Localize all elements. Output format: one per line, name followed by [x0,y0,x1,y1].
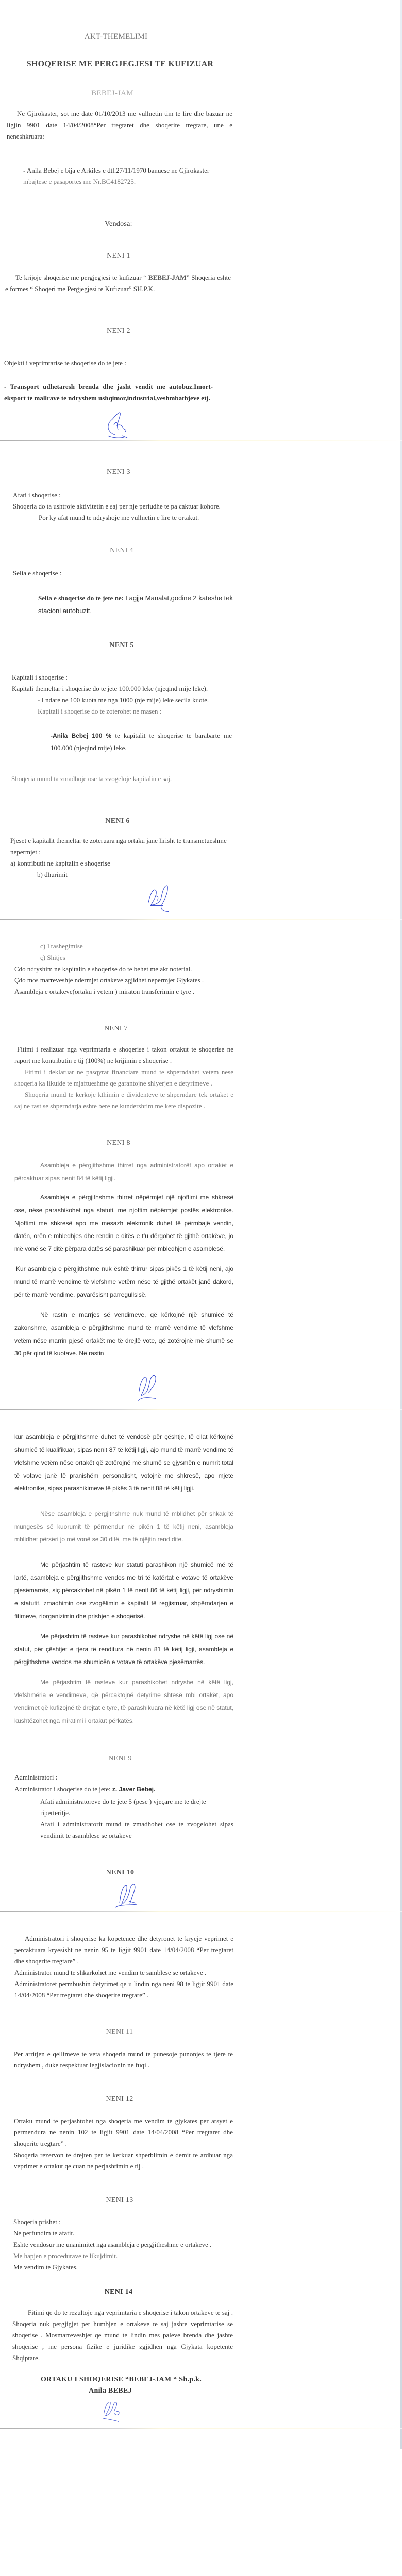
page-divider [0,2428,402,2429]
article-8-paragraph: Asambleja e përgjithshme thirret nga administratorët apo ortakët e përcaktuar sipas nenit 84 të këtij ligji. [14,1162,233,1182]
signature-icon [100,2398,121,2422]
article-2-label: Objekti i veprimtarise te shoqerise do te jete : [4,359,126,367]
page-divider [0,440,402,441]
founder-line: mbajtese e pasaportes me Nr.BC4182725. [23,178,136,185]
article-9-line: Afati i administratorit mund te zmadhohet ose te zvogelohet sipas vendimit te asamblese se ortakeve [40,1820,233,1839]
article-8-paragraph: Kur asambleja e përgjithshme nuk është thirrur sipas pikës 1 të këtij neni, ajo mund të marrë vendime të vlefshme vetëm nëse të gjithë ortakët janë dakord, për të marrë vendime, pavarësisht parregullsisë. [14,1265,233,1298]
transfer-option: b) dhurimit [37,871,68,878]
article-title: NENI 4 [110,547,133,554]
article-9-label: Administratori : [14,1773,58,1781]
dissolution-reason: Eshte vendosur me unanimitet nga asambleja e pergjitheshme e ortakeve . [13,2241,212,2248]
signature-icon [114,1880,138,1911]
decided-label: Vendosa: [105,220,132,228]
article-5-line: - I ndare ne 100 kuota me nga 1000 (nje mije) leke secila kuote. [38,696,209,704]
article-12-paragraph: Ortaku mund te perjashtohet nga shoqeria me vendim te gjykates per arsyet e permendura ne nenin 102 te ligjit 9901 date 14/04/2008 “Per tregtaret dhe shoqerite tregtare” . [14,2117,233,2147]
partner-name: Anila BEBEJ [89,2387,132,2395]
article-3-label: Afati i shoqerise : [13,491,61,499]
founder-line: - Anila Bebej e bija e Arkiles e dtl.27/11/1970 banuese ne Gjirokaster [23,166,210,174]
article-7-paragraph: Shoqeria mund te kerkoje kthimin e dividenteve te shperndare tek ortaket e saj ne rast se shperndarja eshte bere ne kundershtim me kete dispozite . [14,1091,233,1110]
article-6-text: Pjeset e kapitalit themeltar te zoteruara nga ortaku jane lirisht te transmetueshme nepermjet : [10,837,227,856]
article-5-label: Kapitali i shoqerise : [12,673,68,681]
article-14-text: Fitimi qe do te rezultoje nga veprimtaria e shoqerise i takon ortakeve te saj . Shoqeria nuk pergjigjet per humbjen e ortakeve te saj jashte veprimtarise se shoqerise . Mosmarreveshjet qe mund te lindin mes paleve brenda dhe jashte shoqerise , me persona fizike e juridike zgjidhen nga Gjykata kopetente Shqiptare. [12,2309,233,2362]
document-title: AKT-THEMELIMI [84,32,148,41]
dissolution-reason: Me vendim te Gjykates. [13,2263,78,2271]
article-5-line: Shoqeria mund ta zmadhoje ose ta zvogeloje kapitalin e saj. [11,775,172,783]
article-10-paragraph: Administratoret permbushin detyrimet qe u lindin nga neni 98 te ligjit 9901 date 14/04/2008 “Per tregtaret dhe shoqerite tregtare” . [14,1980,233,1999]
article-8-paragraph: kur asambleja e përgjithshme duhet të vendosë për çështje, të cilat kërkojnë shumicë të kualifikuar, sipas nenit 87 të këtij ligji, ajo mund të marrë vendime të vlefshme vetëm nëse ortakët që zotërojnë më shumë se gjysmën e numrit total të votave janë të pranishëm personalisht, votojnë me shkresë, apo mjete elektronike, sipas parashikimeve të pikës 3 të nenit 88 të këtij ligji. [14,1433,233,1492]
administrator-line: Administrator i shoqerise do te jete: z. Javer Bebej. [14,1785,156,1793]
article-5-line: Kapitali themeltar i shoqerise do te jete 100.000 leke (njeqind mije leke). [12,685,208,692]
transfer-option: a) kontributit ne kapitalin e shoqerise [10,859,110,867]
article-6-line: Asambleja e ortakeve(ortaku i vetem ) miraton transferimin e tyre . [14,988,195,995]
article-3-line: Por ky afat mund te ndryshoje me vullnetin e lire te ortakut. [39,514,199,521]
article-title: NENI 13 [106,2196,133,2204]
article-title: NENI 2 [107,327,130,335]
article-title: NENI 9 [108,1755,132,1762]
article-8-paragraph: Nëse asambleja e përgjithshme nuk mund të mblidhet për shkak të mungesës së kuorumit të përmendur në pikën 1 të këtij neni, asambleja mblidhet përsëri jo më vonë se 30 ditë, me të njëjtin rend dite. [14,1510,233,1543]
article-7-paragraph: Fitimi i deklaruar ne pasqyrat financiare mund te shperndahet vetem nese shoqeria ka likuide te mjaftueshme qe garantojne shlyerjen e detyrimeve . [14,1068,233,1087]
article-12-paragraph: Shoqeria rezervon te drejten per te kerkuar shperblimin e demit te ardhuar nga veprimet e ortakut qe cuan ne perjashtimin e tij . [14,2151,233,2170]
article-3-line: Shoqeria do ta ushtroje aktivitetin e saj per nje periudhe te pa caktuar kohore. [13,502,221,510]
article-8-paragraph: Me përjashtim të rasteve kur statuti parashikon një shumicë më të lartë, asambleja e përgjithshme vendos me tri të katërtat e votave të ortakëve pjesëmarrës, siç përcaktohet në pikën 1 të nenit 86 të këtij ligji, për ndryshimin e statutit, zmadhimin ose zvogëlimin e kapitalit të regjistruar, shpërndarjen e fitimeve, riorganizimin dhe prishjen e shoqërisë. [14,1561,233,1620]
article-8-paragraph: Me përjashtim të rasteve kur parashikohet ndryshe në këtë ligj, vlefshmëria e vendimeve, që përcaktojnë detyrime shtesë mbi ortakët, apo vendimet që kufizojnë të drejtat e tyre, të parashikuara në këtë ligj ose në statut, kushtëzohet nga miratimi i ortakut përkatës. [14,1679,233,1724]
article-4-text: Selia e shoqerise do te jete ne: Lagjja Manalat,godine 2 kateshe tek stacioni autobuzit. [38,594,233,615]
document-subtitle: SHOQERISE ME PERGJEGJESI TE KUFIZUAR [26,60,214,69]
signature-icon [135,1370,159,1404]
article-title: NENI 1 [107,252,130,260]
intro-paragraph: Ne Gjirokaster, sot me date 01/10/2013 me vullnetin tim te lire dhe bazuar ne ligjin 9901 date 14/04/2008“Per tregtaret dhe shoqerite tregtare, une e neneshkruara: [7,110,232,140]
article-title: NENI 8 [107,1139,130,1147]
page-divider [0,919,402,920]
article-title: NENI 11 [106,2028,133,2036]
article-7-paragraph: Fitimi i realizuar nga veprimtaria e shoqerise i takon ortakut te shoqerise ne raport me kontributin e tij (100%) ne krijimin e shoqerise . [14,1045,233,1064]
article-8-paragraph: Në rastin e marrjes së vendimeve, që kërkojnë një shumicë të zakonshme, asambleja e përgjithshme mund të marrë vendime të vlefshme vetëm nëse marrin pjesë ortakët me të drejtë vote, që zotërojnë më shumë se 30 për qind të kuotave. Në rastin [14,1311,233,1357]
signature-icon [146,880,170,914]
transfer-option: c) Trashegimise [40,942,83,950]
dissolution-reason: Ne perfundim te afatit. [13,2229,75,2237]
article-title: NENI 7 [104,1025,128,1032]
page-divider [0,1409,402,1410]
article-title: NENI 3 [107,468,130,476]
article-6-line: Cdo ndryshim ne kapitalin e shoqerise do te behet me akt noterial. [14,965,192,973]
article-10-paragraph: Administratori i shoqerise ka kopetence dhe detyronet te kryeje veprimet e percaktuara kryesisht ne nenin 95 te ligjit 9901 date 14/04/2008 “Per tregtaret dhe shoqerite tregtare” . [14,1935,233,1965]
article-9-line: Afati administratoreve do te jete 5 (pese ) vjeçare me te drejte riperteritje. [40,1798,206,1817]
article-title: NENI 6 [105,817,130,825]
article-2-text: - Transport udhetaresh brenda dhe jasht vendit me autobuz.Imort-eksport te mallrave te ndryshem ushqimor,industrial,veshmbathjeve etj. [4,383,213,402]
article-1-text: Te krijoje shoqerise me pergjegjesi te kufizuar “ BEBEJ-JAM” Shoqeria eshte e formes “ Shoqeri me Pergjegjesi te Kufizuar” SH.P.K. [5,274,231,293]
article-title: NENI 12 [106,2095,133,2103]
dissolution-reason: Me hapjen e procedurave te likujdimit. [13,2252,118,2260]
article-title: NENI 10 [106,1869,135,1876]
article-4-label: Selia e shoqerise : [13,569,62,577]
signature-icon [105,409,128,440]
article-13-label: Shoqeria prishet : [13,2218,61,2226]
article-title: NENI 5 [109,641,134,649]
article-5-line: Kapitali i shoqerise do te zoterohet ne masen : [38,707,162,715]
partner-title: ORTAKU I SHOQERISE “BEBEJ-JAM “ Sh.p.k. [40,2376,202,2383]
article-10-paragraph: Administrator mund te shkarkohet me vendim te samblese se ortakeve . [14,1969,207,1976]
article-8-paragraph: Asambleja e përgjithshme thirret nëpërmjet një njoftimi me shkresë ose, nëse parashikohet nga statuti, me njoftim nëpërmjet postës elektronike. Njoftimi me shkresë apo me mesazh elektronik duhet të përmbajë vendin, datën, orën e mbledhjes dhe rendin e ditës e t’u dërgohet të gjithë ortakëve, jo më vonë se 7 ditë përpara datës së parashikuar për mbledhjen e asamblesë. [14,1194,233,1252]
article-8-paragraph: Me përjashtim të rasteve kur parashikohet ndryshe në këtë ligj ose në statut, për çështjet e tjera të renditura në nenin 81 të këtij ligji, asambleja e përgjithshme vendos me shumicën e votave të ortakëve pjesëmarrës. [14,1633,233,1666]
company-name: BEBEJ-JAM [91,89,133,97]
article-11-text: Per arritjen e qellimeve te veta shoqeria mund te punesoje punonjes te tjere te ndryshem , duke respektuar legjislacionin ne fuqi . [14,2050,233,2069]
page-divider [0,1911,402,1912]
transfer-option: ç) Shitjes [40,954,65,961]
article-title: NENI 14 [104,2288,133,2296]
article-6-line: Çdo mos marreveshje ndermjet ortakeve zgjidhet nepermjet Gjykates . [14,976,204,984]
capital-owner-line: -Anila Bebej 100 % te kapitalit te shoqerise te barabarte me 100.000 (njeqind mije) leke. [51,732,232,752]
